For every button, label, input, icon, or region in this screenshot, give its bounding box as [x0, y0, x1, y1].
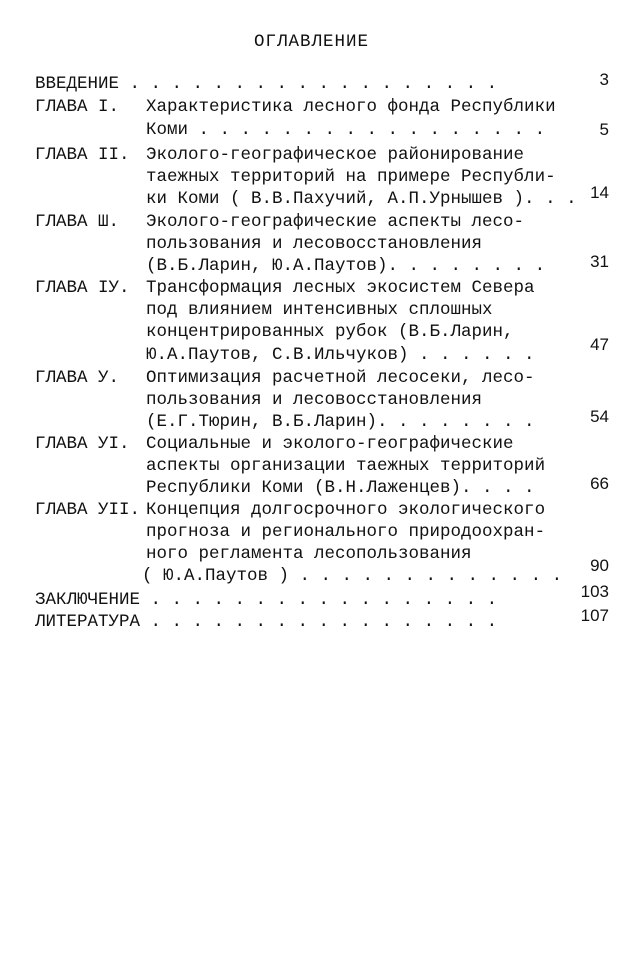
page-number: 90 [590, 556, 609, 575]
entry-line: под влиянием интенсивных сплошных [146, 300, 493, 320]
entry-line: (Е.Г.Тюрин, В.Б.Ларин). . . . . . . . [146, 412, 535, 432]
entry-line: Концепция долгосрочного экологического [146, 500, 546, 520]
entry-label: ЗАКЛЮЧЕНИЕ . . . . . . . . . . . . . . . . . [35, 590, 498, 610]
entry-line: концентрированных рубок (В.Б.Ларин, [146, 322, 514, 342]
page-number: 47 [590, 335, 609, 354]
page-number: 103 [580, 582, 609, 601]
entry-label: ГЛАВА II. [35, 145, 130, 165]
entry-label: ГЛАВА IУ. [35, 278, 130, 298]
entry-line: Ю.А.Паутов, С.В.Ильчуков) . . . . . . [146, 345, 535, 365]
entry-line: Коми . . . . . . . . . . . . . . . . . [146, 120, 546, 140]
page-number: 3 [599, 70, 609, 89]
page-number: 14 [590, 183, 609, 202]
entry-line: (В.Б.Ларин, Ю.А.Паутов). . . . . . . . [146, 256, 546, 276]
page-title: ОГЛАВЛЕНИЕ [253, 32, 370, 52]
entry-label: ГЛАВА I. [35, 97, 120, 117]
entry-label: ГЛАВА УI. [35, 434, 130, 454]
entry-line: пользования и лесовосстановления [146, 390, 483, 410]
entry-line: ного регламента лесопользования [146, 544, 472, 564]
entry-line: Социальные и эколого-географические [146, 434, 514, 454]
entry-line: Эколого-географические аспекты лесо- [146, 212, 525, 232]
entry-line: ( Ю.А.Паутов ) . . . . . . . . . . . . . [142, 566, 563, 586]
page-number: 54 [590, 407, 609, 426]
entry-label: ГЛАВА У. [35, 368, 120, 388]
entry-label: ЛИТЕРАТУРА . . . . . . . . . . . . . . . . . [35, 612, 498, 632]
entry-line: ки Коми ( В.В.Пахучий, А.П.Урнышев ). . . [146, 189, 577, 209]
entry-line: Характеристика лесного фонда Республики [146, 97, 556, 117]
entry-label: ВВЕДЕНИЕ . . . . . . . . . . . . . . . . . . [35, 74, 498, 94]
entry-line: Эколого-географическое районирование [146, 145, 525, 165]
entry-label: ГЛАВА Ш. [35, 212, 120, 232]
page-number: 66 [590, 474, 609, 493]
page-number: 5 [599, 120, 609, 139]
entry-line: пользования и лесовосстановления [146, 234, 483, 254]
page-number: 107 [580, 606, 609, 625]
entry-line: аспекты организации таежных территорий [146, 456, 546, 476]
page-number: 31 [590, 252, 609, 271]
entry-line: таежных территорий на примере Республи- [146, 167, 556, 187]
entry-line: Трансформация лесных экосистем Севера [146, 278, 535, 298]
entry-label: ГЛАВА УII. [35, 500, 141, 520]
entry-line: прогноза и регионального природоохран- [146, 522, 546, 542]
entry-line: Оптимизация расчетной лесосеки, лесо- [146, 368, 535, 388]
entry-line: Республики Коми (В.Н.Лаженцев). . . . [146, 478, 535, 498]
